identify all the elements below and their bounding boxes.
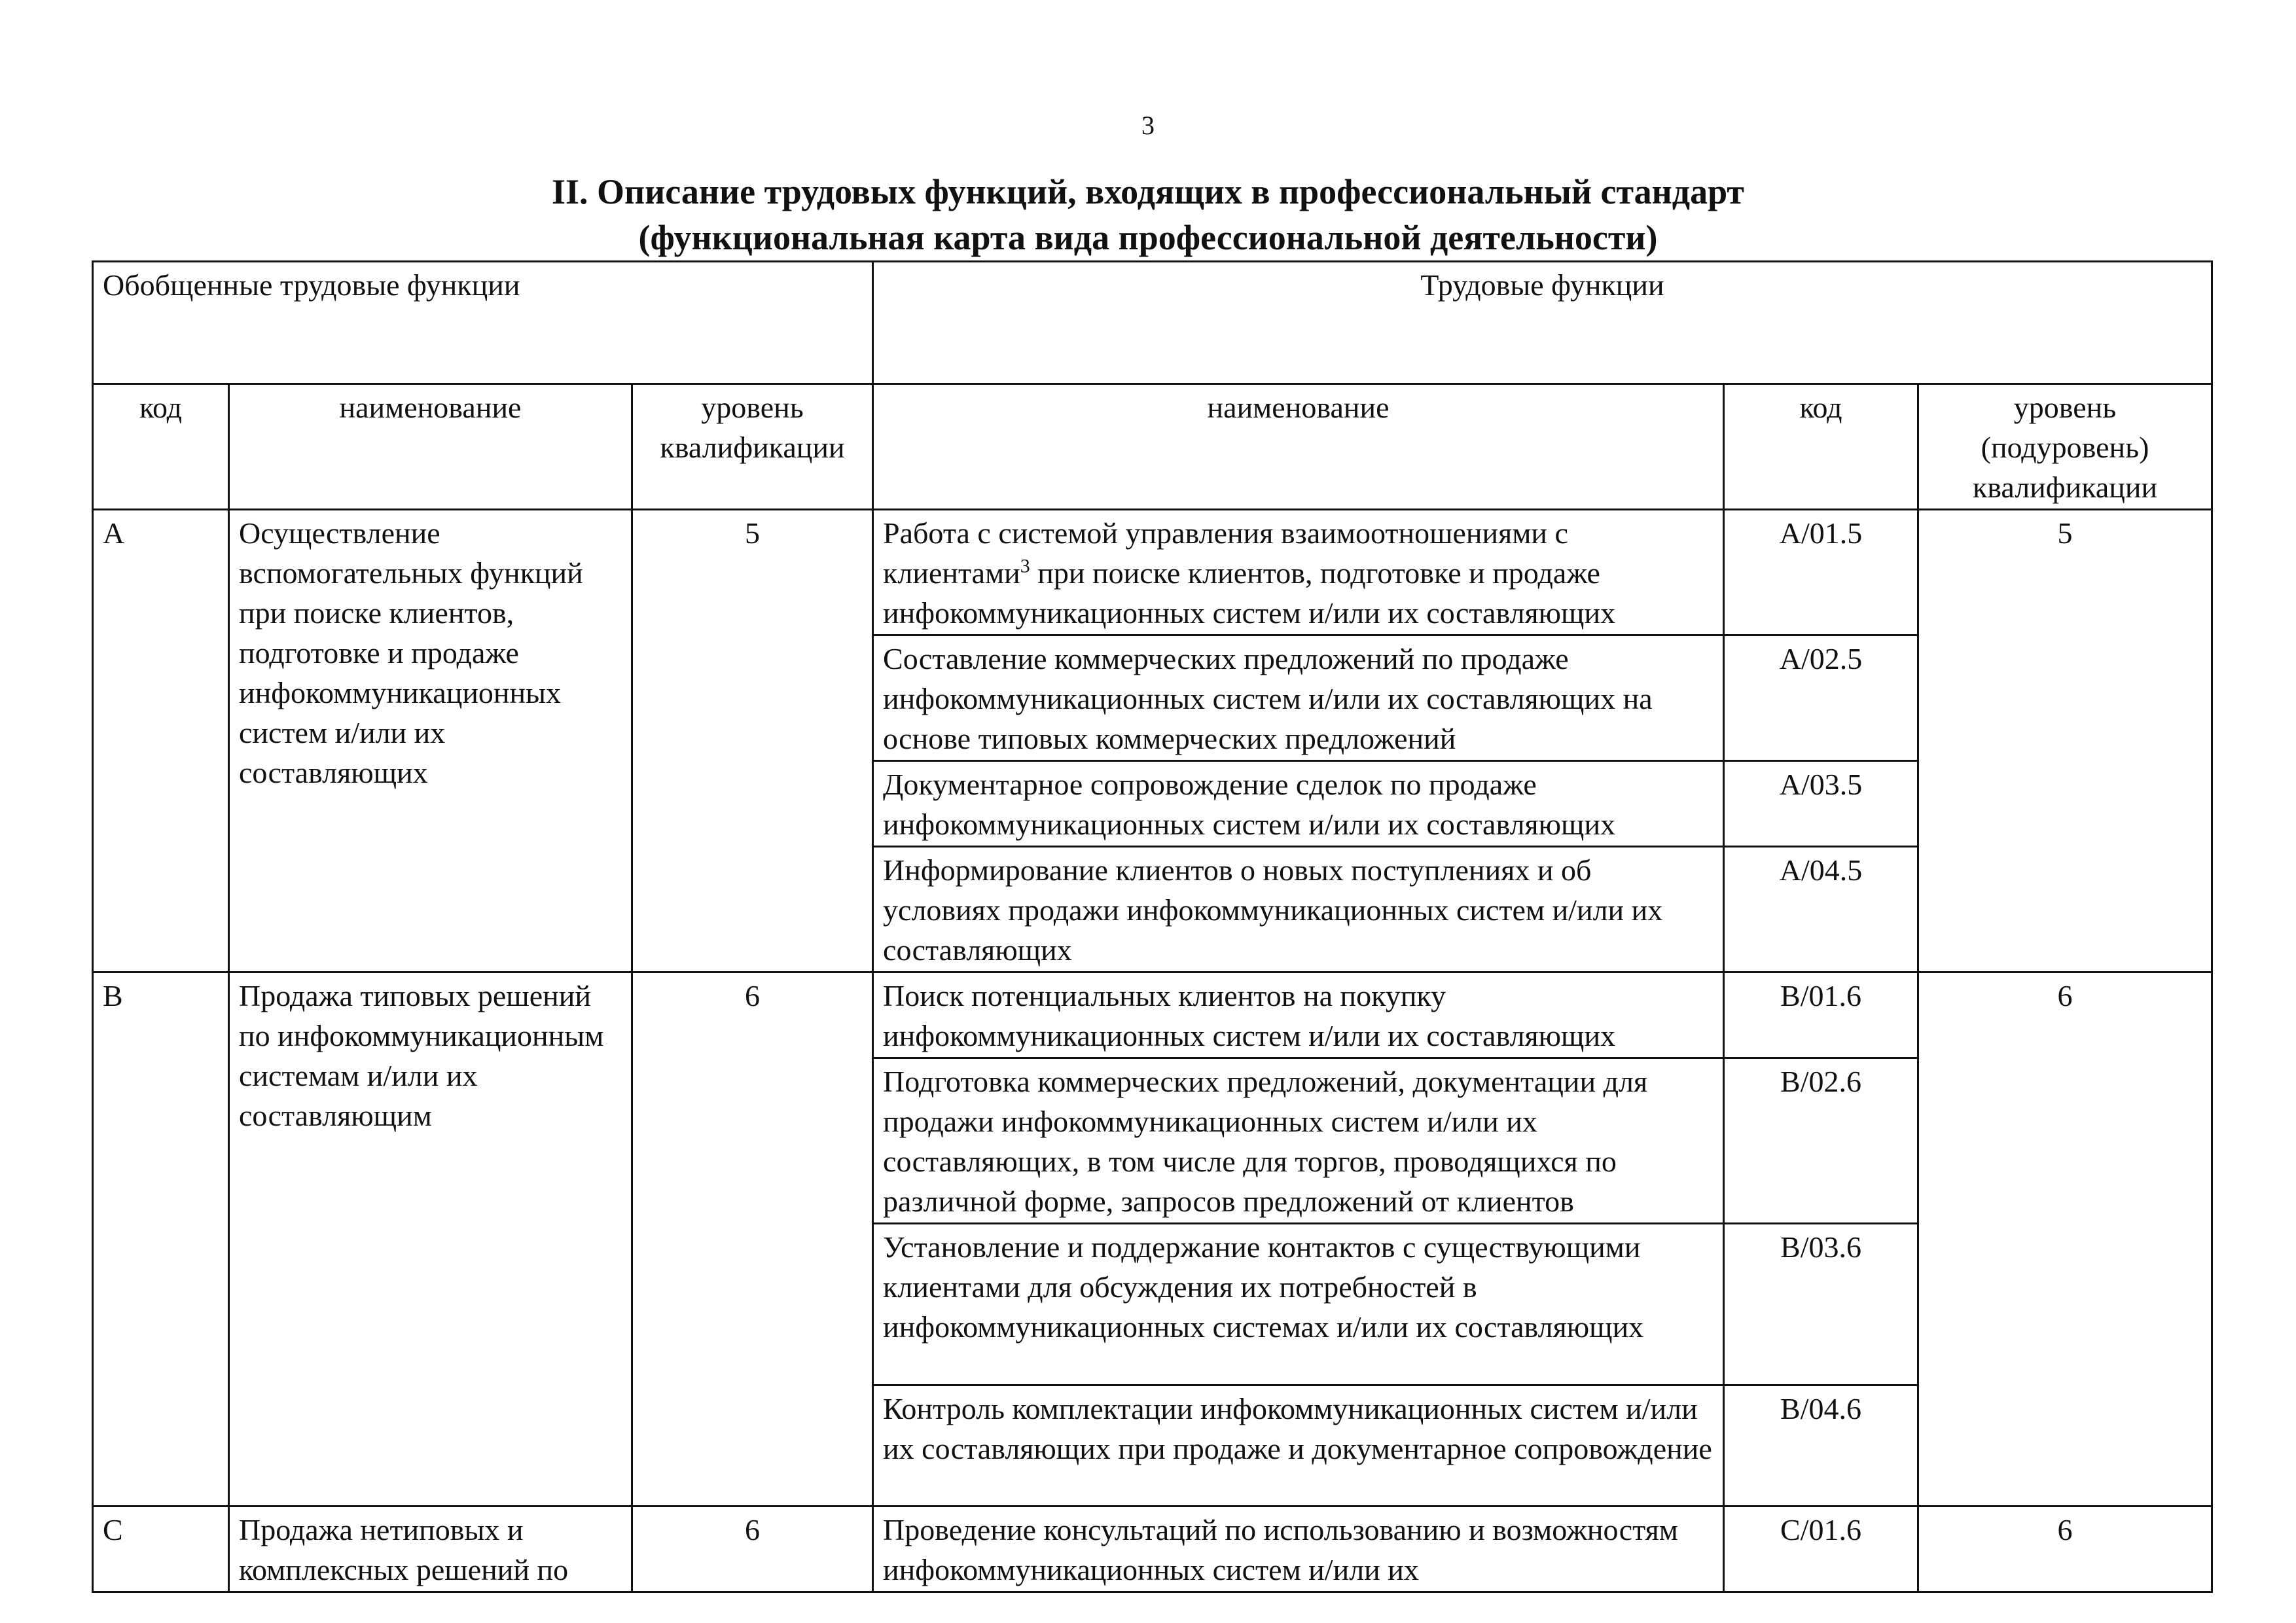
col-gen-name: наименование [229,384,632,510]
functional-map-table [92,260,2213,1593]
group-code: A [93,510,229,972]
function-code: A/03.5 [1724,761,1918,847]
function-name [873,510,1724,635]
col-fn-name: наименование [873,384,1724,510]
table-row [93,1507,2212,1592]
page-title [0,169,2296,260]
col-gen-code: код [93,384,229,510]
function-code: A/01.5 [1724,510,1918,635]
function-name: Информирование клиентов о новых поступлениях и об условиях продажи инфокоммуникационных систем и/или их составляющих [873,847,1724,972]
function-level: 5 [1918,510,2212,972]
table-row [93,510,2212,635]
function-name: Установление и поддержание контактов с существующими клиентами для обсуждения их потребностей в инфокоммуникационных системах и/или их составляющих [873,1224,1724,1385]
function-name: Подготовка коммерческих предложений, документации для продажи инфокоммуникационных систем и/или их составляющих, в том числе для торгов, проводящихся по различной форме, запросов предложений от клиентов [873,1058,1724,1224]
function-code: B/04.6 [1724,1385,1918,1507]
table-row [93,972,2212,1058]
group-name: Продажа типовых решений по инфокоммуникационным системам и/или их составляющим [229,972,632,1507]
function-name: Поиск потенциальных клиентов на покупку инфокоммуникационных систем и/или их составляющих [873,972,1724,1058]
group-level: 5 [632,510,873,972]
group-level: 6 [632,1507,873,1592]
group-code: C [93,1507,229,1592]
title-line-1: II. Описание трудовых функций, входящих в профессиональный стандарт [552,172,1744,211]
function-code: B/03.6 [1724,1224,1918,1385]
group-name: Осуществление вспомогательных функций при поиске клиентов, подготовке и продаже инфокоммуникационных систем и/или их составляющих [229,510,632,972]
footnote-marker: 3 [1020,555,1030,577]
group-name: Продажа нетиповых и комплексных решений по [229,1507,632,1592]
column-header-row [93,384,2212,510]
function-name-part: Работа с системой управления взаимоотношениями с клиентами [883,516,1568,590]
function-name-part: при поиске клиентов, подготовке и продаже инфокоммуникационных систем и/или их составляющих [883,556,1616,630]
page-number: 3 [1141,111,1155,140]
function-name: Составление коммерческих предложений по продаже инфокоммуникационных систем и/или их составляющих на основе типовых коммерческих предложений [873,635,1724,761]
group-level: 6 [632,972,873,1507]
title-line-2: (функциональная карта вида профессиональной деятельности) [638,218,1658,257]
group-code: B [93,972,229,1507]
function-name: Контроль комплектации инфокоммуникационных систем и/или их составляющих при продаже и документарное сопровождение [873,1385,1724,1507]
function-code: B/02.6 [1724,1058,1918,1224]
function-code: A/04.5 [1724,847,1918,972]
function-level: 6 [1918,972,2212,1507]
col-gen-level: уровень квалификации [632,384,873,510]
function-code: B/01.6 [1724,972,1918,1058]
labor-functions-header: Трудовые функции [873,262,2212,384]
function-name: Проведение консультаций по использованию и возможностям инфокоммуникационных систем и/или их [873,1507,1724,1592]
function-name: Документарное сопровождение сделок по продаже инфокоммуникационных систем и/или их составляющих [873,761,1724,847]
generalized-functions-header: Обобщенные трудовые функции [93,262,873,384]
function-level: 6 [1918,1507,2212,1592]
table-header-row [93,262,2212,384]
function-code: C/01.6 [1724,1507,1918,1592]
col-fn-code: код [1724,384,1918,510]
col-fn-level: уровень (подуровень) квалификации [1918,384,2212,510]
function-code: A/02.5 [1724,635,1918,761]
